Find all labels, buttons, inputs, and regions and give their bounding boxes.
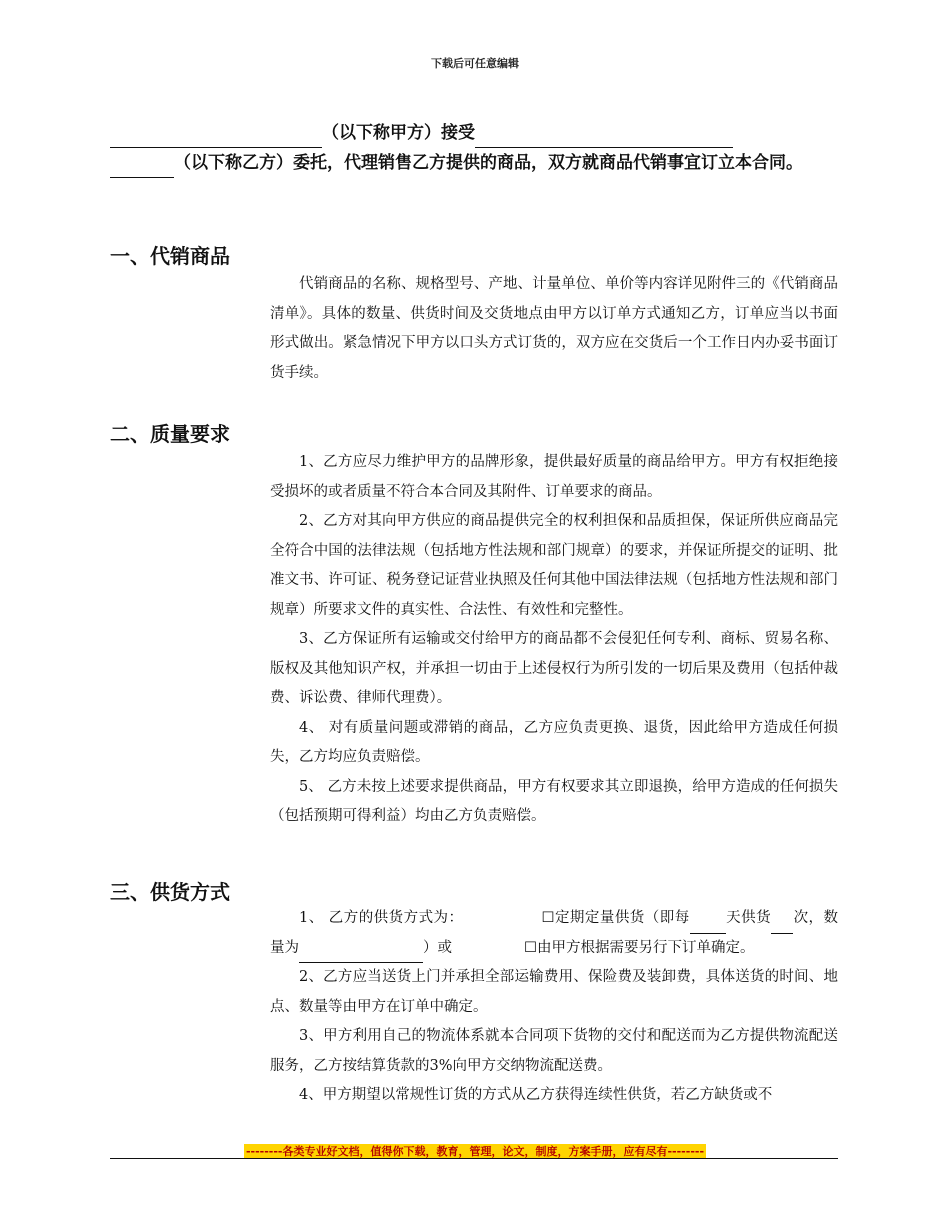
section-title-2: 二、质量要求 bbox=[110, 422, 230, 446]
party-a-blank[interactable] bbox=[110, 127, 322, 148]
contract-intro bbox=[110, 118, 840, 178]
section-title-1: 一、代销商品 bbox=[110, 244, 230, 268]
footer-banner bbox=[0, 1140, 950, 1159]
paragraph: 代销商品的名称、规格型号、产地、计量单位、单价等内容详见附件三的《代销商品清单》。具体的数量、供货时间及交货地点由甲方以订单方式通知乙方，订单应当以书面形式做出。紧急情况下甲方以口头方式订货的，双方应在交货后一个工作日内办妥书面订货手续。 bbox=[270, 276, 838, 381]
option-or-label: ）或 bbox=[423, 939, 452, 956]
section-body-1 bbox=[270, 270, 838, 388]
quantity-blank[interactable] bbox=[299, 945, 423, 963]
option-quantity-label: 次，数量为 bbox=[270, 910, 839, 956]
paragraph: 4、甲方期望以常规性订货的方式从乙方获得连续性供货，若乙方缺货或不 bbox=[299, 1087, 773, 1103]
checkbox-icon[interactable]: ☐ bbox=[524, 939, 537, 956]
days-blank[interactable] bbox=[690, 916, 726, 934]
intro-part2: （以下称乙方）委托，代理销售乙方提供的商品，双方就商品代销事宜订立本合同。 bbox=[174, 153, 803, 173]
section-title-3: 三、供货方式 bbox=[110, 880, 230, 904]
section-body-2 bbox=[270, 448, 838, 832]
option-fixed-supply: 定期定量供货（即每 bbox=[554, 910, 690, 926]
paragraph: 3、乙方保证所有运输或交付给甲方的商品都不会侵犯任何专利、商标、贸易名称、版权及其他知识产权，并承担一切由于上述侵权行为所引发的一切后果及费用（包括仲裁费、诉讼费、律师代理费）。 bbox=[270, 631, 838, 706]
party-b-blank-1[interactable] bbox=[475, 127, 733, 148]
paragraph: 2、乙方应当送货上门并承担全部运输费用、保险费及装卸费，具体送货的时间、地点、数量等由甲方在订单中确定。 bbox=[270, 969, 838, 1015]
paragraph: 4、 对有质量问题或滞销的商品，乙方应负责更换、退货，因此给甲方造成任何损失，乙方均应负责赔偿。 bbox=[270, 719, 838, 765]
supply-lead: 1、 乙方的供货方式为： bbox=[299, 910, 464, 926]
section-body-3 bbox=[270, 904, 838, 1111]
paragraph: 1、乙方应尽力维护甲方的品牌形象，提供最好质量的商品给甲方。甲方有权拒绝接受损坏的或者质量不符合本合同及其附件、订单要求的商品。 bbox=[270, 454, 838, 500]
option-order-supply: 由甲方根据需要另行下订单确定。 bbox=[537, 939, 755, 956]
paragraph: 3、甲方利用自己的物流体系就本合同项下货物的交付和配送而为乙方提供物流配送服务，乙方按结算货款的3%向甲方交纳物流配送费。 bbox=[270, 1028, 838, 1074]
footer-banner-text: --------各类专业好文档，值得你下载，教育，管理，论文，制度，方案手册，应有尽有-------- bbox=[245, 1145, 705, 1158]
footer-divider bbox=[110, 1158, 838, 1159]
times-blank[interactable] bbox=[771, 916, 793, 934]
paragraph: 2、乙方对其向甲方供应的商品提供完全的权利担保和品质担保，保证所供应商品完全符合中国的法律法规（包括地方性法规和部门规章）的要求，并保证所提交的证明、批准文书、许可证、税务登记证营业执照及任何其他中国法律法规（包括地方性法规和部门规章）所要求文件的真实性、合法性、有效性和完整性。 bbox=[270, 513, 838, 618]
intro-part1: （以下称甲方）接受 bbox=[322, 123, 475, 143]
option-fixed-days-label: 天供货 bbox=[725, 910, 772, 926]
supply-method-paragraph bbox=[270, 904, 838, 963]
party-b-blank-2[interactable] bbox=[110, 157, 174, 178]
paragraph: 5、 乙方未按上述要求提供商品，甲方有权要求其立即退换，给甲方造成的任何损失（包括预期可得利益）均由乙方负责赔偿。 bbox=[270, 778, 838, 824]
checkbox-icon[interactable]: ☐ bbox=[541, 910, 555, 926]
header-note: 下载后可任意编辑 bbox=[431, 57, 519, 70]
